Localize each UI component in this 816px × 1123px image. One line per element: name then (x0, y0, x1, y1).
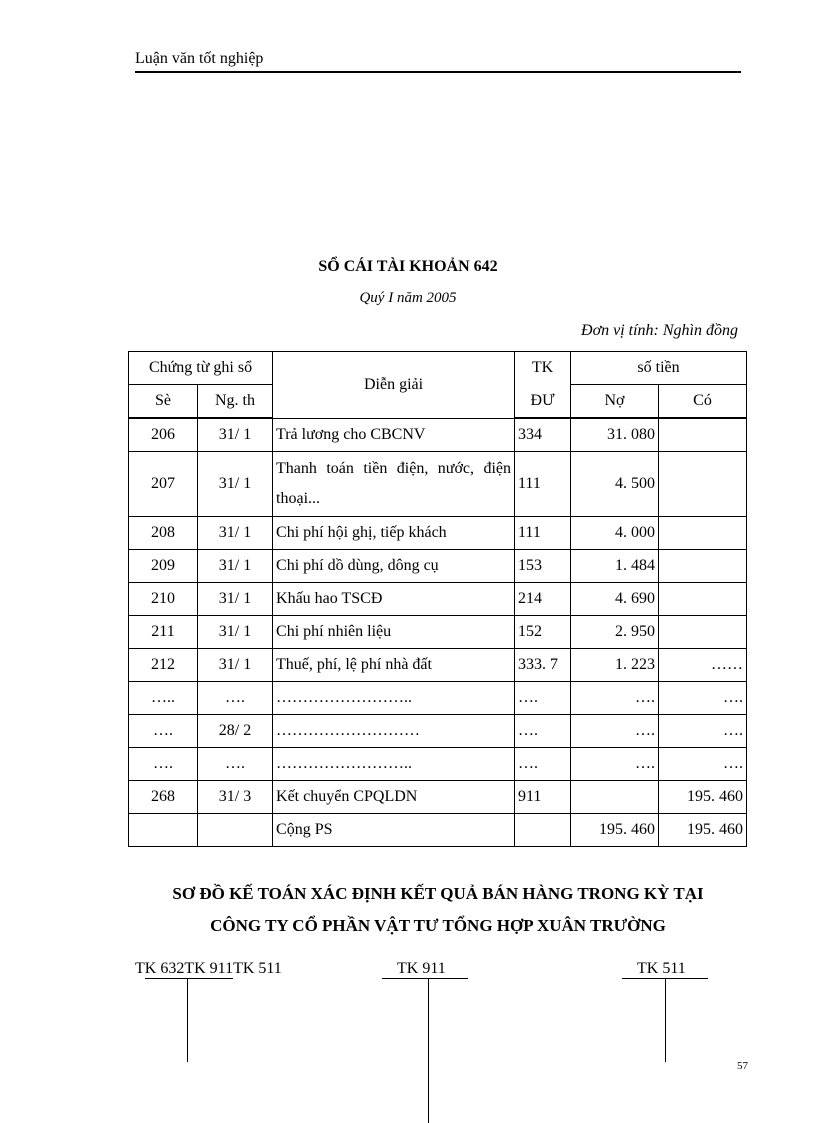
voucher-date-cell: 31/ 1 (198, 550, 273, 583)
description-cell: Chi phí dồ dùng, dông cụ (273, 550, 515, 583)
credit-cell: …. (659, 715, 747, 748)
table-row (129, 550, 747, 583)
t-account-632-rule (145, 978, 233, 979)
description-cell: Khấu hao TSCĐ (273, 583, 515, 616)
credit-cell (659, 452, 747, 517)
voucher-no-header: Sè (129, 385, 198, 419)
voucher-no-cell: 209 (129, 550, 198, 583)
credit-cell (659, 550, 747, 583)
table-row (129, 715, 747, 748)
voucher-date-cell: 31/ 1 (198, 452, 273, 517)
account-cell: 334 (515, 418, 571, 452)
description-header: Diễn giải (273, 352, 515, 419)
debit-cell: 4. 500 (571, 452, 659, 517)
t-account-632-stem (187, 978, 188, 1062)
table-row (129, 583, 747, 616)
voucher-no-cell: …. (129, 748, 198, 781)
table-row (129, 682, 747, 715)
debit-cell: …. (571, 682, 659, 715)
account-label-inline: TK 632TK 911TK 511 (135, 960, 282, 977)
credit-cell: …… (659, 649, 747, 682)
ledger-unit: Đơn vị tính: Nghìn đồng (581, 322, 738, 339)
page-number: 57 (737, 1060, 748, 1072)
description-cell: …………………….. (273, 748, 515, 781)
account-cell: 153 (515, 550, 571, 583)
voucher-no-cell: ….. (129, 682, 198, 715)
credit-cell (659, 583, 747, 616)
voucher-no-cell: 208 (129, 517, 198, 550)
debit-cell: 1. 484 (571, 550, 659, 583)
voucher-date-cell: 31/ 1 (198, 517, 273, 550)
account-cell: 333. 7 (515, 649, 571, 682)
diagram-title (0, 878, 816, 942)
voucher-no-cell: 207 (129, 452, 198, 517)
diagram-title-line-1: SƠ ĐỒ KẾ TOÁN XÁC ĐỊNH KẾT QUẢ BÁN HÀNG TRONG KỲ TẠI (172, 884, 704, 903)
description-cell: Cộng PS (273, 814, 515, 847)
description-cell: Trả lương cho CBCNV (273, 418, 515, 452)
account-cell: 214 (515, 583, 571, 616)
amount-group-header: số tiền (571, 352, 747, 385)
description-cell: ……………………… (273, 715, 515, 748)
ledger-period: Quý I năm 2005 (359, 290, 457, 306)
credit-cell (659, 517, 747, 550)
t-account-911-rule (382, 978, 468, 979)
debit-cell: 31. 080 (571, 418, 659, 452)
ledger-table (128, 351, 747, 847)
table-row (129, 418, 747, 452)
table-row (129, 452, 747, 517)
description-cell: Chi phí hội ghị, tiếp khách (273, 517, 515, 550)
debit-cell: 2. 950 (571, 616, 659, 649)
account-header-top: TK (515, 352, 571, 385)
table-row (129, 517, 747, 550)
description-cell: Thanh toán tiền điện, nước, điện thoại... (273, 452, 515, 517)
table-row (129, 649, 747, 682)
account-header-bottom: ĐƯ (515, 385, 571, 419)
credit-cell: 195. 460 (659, 781, 747, 814)
debit-cell: …. (571, 715, 659, 748)
voucher-date-cell (198, 814, 273, 847)
voucher-no-cell: 211 (129, 616, 198, 649)
credit-cell: 195. 460 (659, 814, 747, 847)
account-cell (515, 814, 571, 847)
account-cell: …. (515, 748, 571, 781)
voucher-no-cell: 212 (129, 649, 198, 682)
voucher-date-cell: 28/ 2 (198, 715, 273, 748)
voucher-date-cell: …. (198, 682, 273, 715)
header-rule (135, 71, 741, 73)
credit-header: Có (659, 385, 747, 419)
voucher-no-cell: …. (129, 715, 198, 748)
table-row (129, 781, 747, 814)
table-row (129, 748, 747, 781)
credit-cell (659, 418, 747, 452)
debit-cell: 4. 690 (571, 583, 659, 616)
account-cell: …. (515, 682, 571, 715)
description-cell: …………………….. (273, 682, 515, 715)
credit-cell (659, 616, 747, 649)
account-cell: 111 (515, 517, 571, 550)
account-label-511: TK 511 (637, 960, 686, 977)
voucher-date-cell: 31/ 1 (198, 649, 273, 682)
voucher-date-cell: 31/ 1 (198, 418, 273, 452)
voucher-no-cell (129, 814, 198, 847)
voucher-date-cell: …. (198, 748, 273, 781)
table-row (129, 814, 747, 847)
voucher-date-cell: 31/ 1 (198, 583, 273, 616)
debit-cell: 1. 223 (571, 649, 659, 682)
voucher-date-cell: 31/ 3 (198, 781, 273, 814)
voucher-date-cell: 31/ 1 (198, 616, 273, 649)
t-account-911-stem (428, 978, 429, 1123)
account-cell: 911 (515, 781, 571, 814)
account-cell: …. (515, 715, 571, 748)
description-cell: Chi phí nhiên liệu (273, 616, 515, 649)
voucher-date-header: Ng. th (198, 385, 273, 419)
diagram-title-line-2: CÔNG TY CỔ PHẦN VẬT TƯ TỔNG HỢP XUÂN TRƯỜNG (210, 916, 666, 935)
account-cell: 111 (515, 452, 571, 517)
t-account-511-stem (665, 978, 666, 1062)
ledger-title: SỔ CÁI TÀI KHOẢN 642 (318, 258, 498, 275)
description-cell: Thuế, phí, lệ phí nhà đất (273, 649, 515, 682)
debit-cell: 4. 000 (571, 517, 659, 550)
voucher-no-cell: 210 (129, 583, 198, 616)
debit-cell: …. (571, 748, 659, 781)
debit-cell (571, 781, 659, 814)
debit-header: Nợ (571, 385, 659, 419)
account-label-911: TK 911 (397, 960, 446, 977)
credit-cell: …. (659, 682, 747, 715)
voucher-group-header: Chứng từ ghi sổ (129, 352, 273, 385)
voucher-no-cell: 268 (129, 781, 198, 814)
description-cell: Kết chuyển CPQLDN (273, 781, 515, 814)
header-row-1 (129, 352, 747, 385)
table-row (129, 616, 747, 649)
running-header: Luận văn tốt nghiệp (135, 50, 264, 67)
voucher-no-cell: 206 (129, 418, 198, 452)
credit-cell: …. (659, 748, 747, 781)
account-cell: 152 (515, 616, 571, 649)
debit-cell: 195. 460 (571, 814, 659, 847)
